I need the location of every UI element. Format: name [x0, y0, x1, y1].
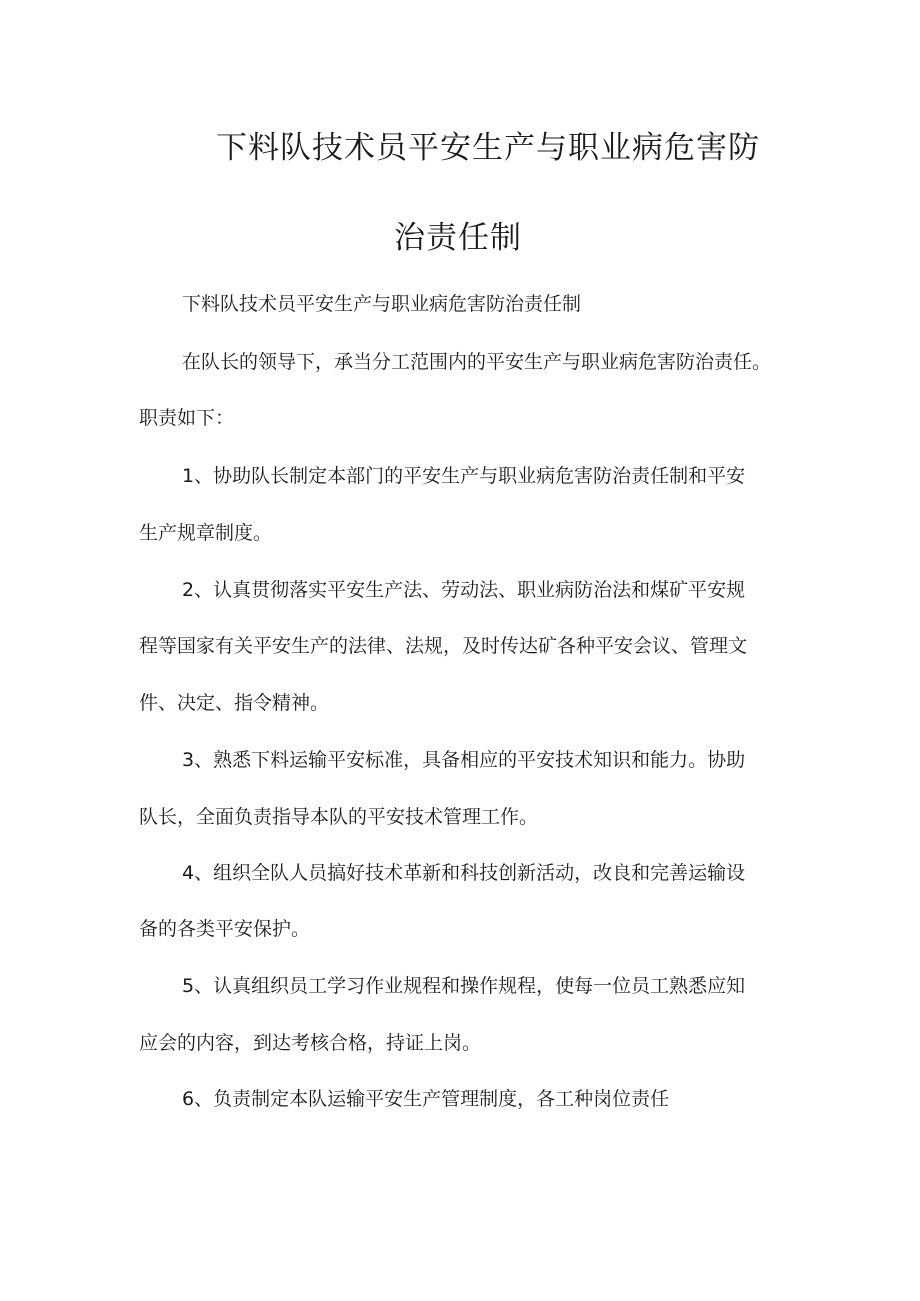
- body-line: 应会的内容，到达考核合格，持证上岗。: [139, 1032, 482, 1054]
- body-line: 5、认真组织员工学习作业规程和操作规程，使每一位员工熟悉应知: [182, 975, 746, 997]
- document-title-line-1: 下料队技术员平安生产与职业病危害防: [216, 130, 760, 166]
- body-line: 在队长的领导下，承当分工范围内的平安生产与职业病危害防治责任。: [182, 351, 772, 373]
- body-line: 生产规章制度。: [139, 522, 273, 544]
- body-line: 6、负责制定本队运输平安生产管理制度，各工种岗位责任: [182, 1088, 670, 1110]
- body-line: 队长，全面负责指导本队的平安技术管理工作。: [139, 806, 539, 828]
- body-line: 备的各类平安保护。: [139, 918, 311, 940]
- body-line: 2、认真贯彻落实平安生产法、劳动法、职业病防治法和煤矿平安规: [182, 579, 746, 601]
- body-line: 1、协助队长制定本部门的平安生产与职业病危害防治责任制和平安: [182, 465, 746, 487]
- body-line: 程等国家有关平安生产的法律、法规，及时传达矿各种平安会议、管理文: [139, 635, 748, 657]
- body-line: 职责如下：: [139, 407, 235, 429]
- body-line: 件、决定、指令精神。: [139, 692, 330, 714]
- document-title-line-2: 治责任制: [394, 220, 522, 256]
- body-line: 4、组织全队人员搞好技术革新和科技创新活动，改良和完善运输设: [182, 862, 746, 884]
- subtitle-line: 下料队技术员平安生产与职业病危害防治责任制: [182, 293, 582, 315]
- body-line: 3、熟悉下料运输平安标准，具备相应的平安技术知识和能力。协助: [182, 749, 746, 771]
